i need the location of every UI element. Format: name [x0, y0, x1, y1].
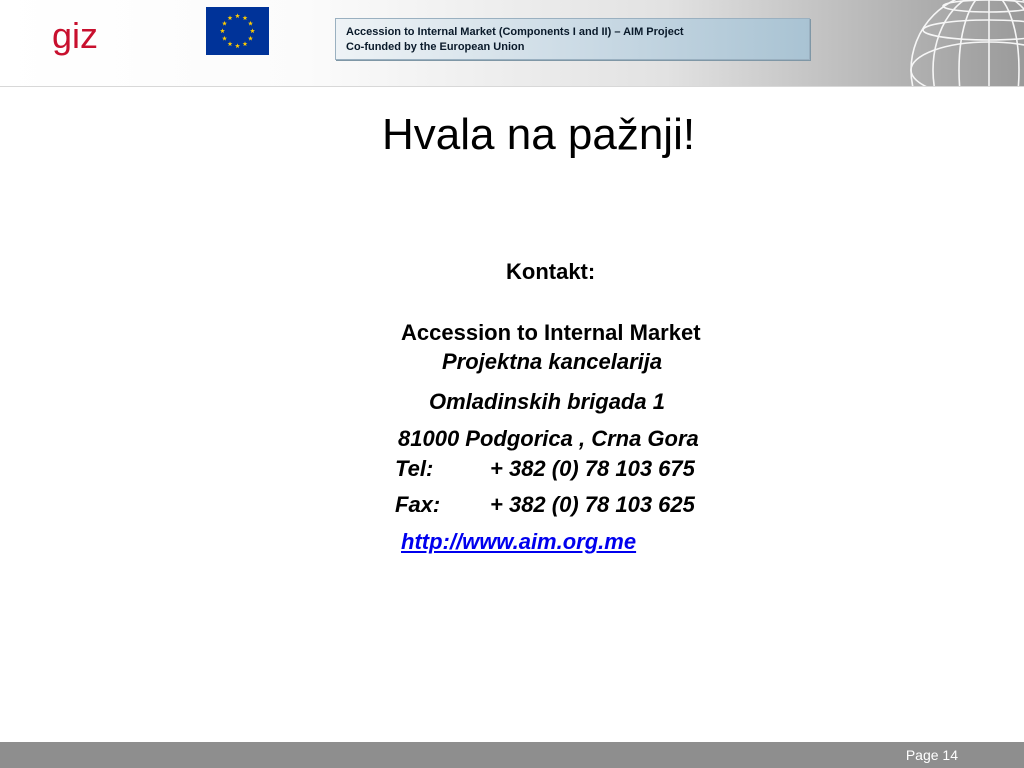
- svg-text:giz: giz: [52, 22, 99, 56]
- eu-flag-icon: [206, 7, 269, 55]
- fax-label: Fax:: [395, 492, 441, 517]
- page-number: Page 14: [905, 747, 958, 763]
- project-funding-note: Co-funded by the European Union: [346, 41, 525, 53]
- contact-city: 81000 Podgorica , Crna Gora: [398, 426, 699, 451]
- tel-number: + 382 (0) 78 103 675: [490, 456, 695, 481]
- contact-organization: Accession to Internal Market: [401, 320, 701, 345]
- contact-street: Omladinskih brigada 1: [429, 389, 665, 414]
- contact-heading: Kontakt:: [506, 259, 596, 284]
- slide-header: [0, 0, 1024, 87]
- globe-icon: [893, 0, 1024, 86]
- project-banner: [335, 18, 810, 60]
- website-link[interactable]: http://www.aim.org.me: [401, 529, 637, 554]
- project-title: Accession to Internal Market (Components I and II) – AIM Project: [346, 26, 684, 38]
- fax-number: + 382 (0) 78 103 625: [490, 492, 695, 517]
- giz-logo: [52, 22, 116, 72]
- contact-office: Projektna kancelarija: [442, 349, 663, 374]
- slide-footer: [0, 742, 1024, 768]
- slide-title: Hvala na pažnji!: [382, 110, 696, 159]
- tel-label: Tel:: [395, 456, 434, 481]
